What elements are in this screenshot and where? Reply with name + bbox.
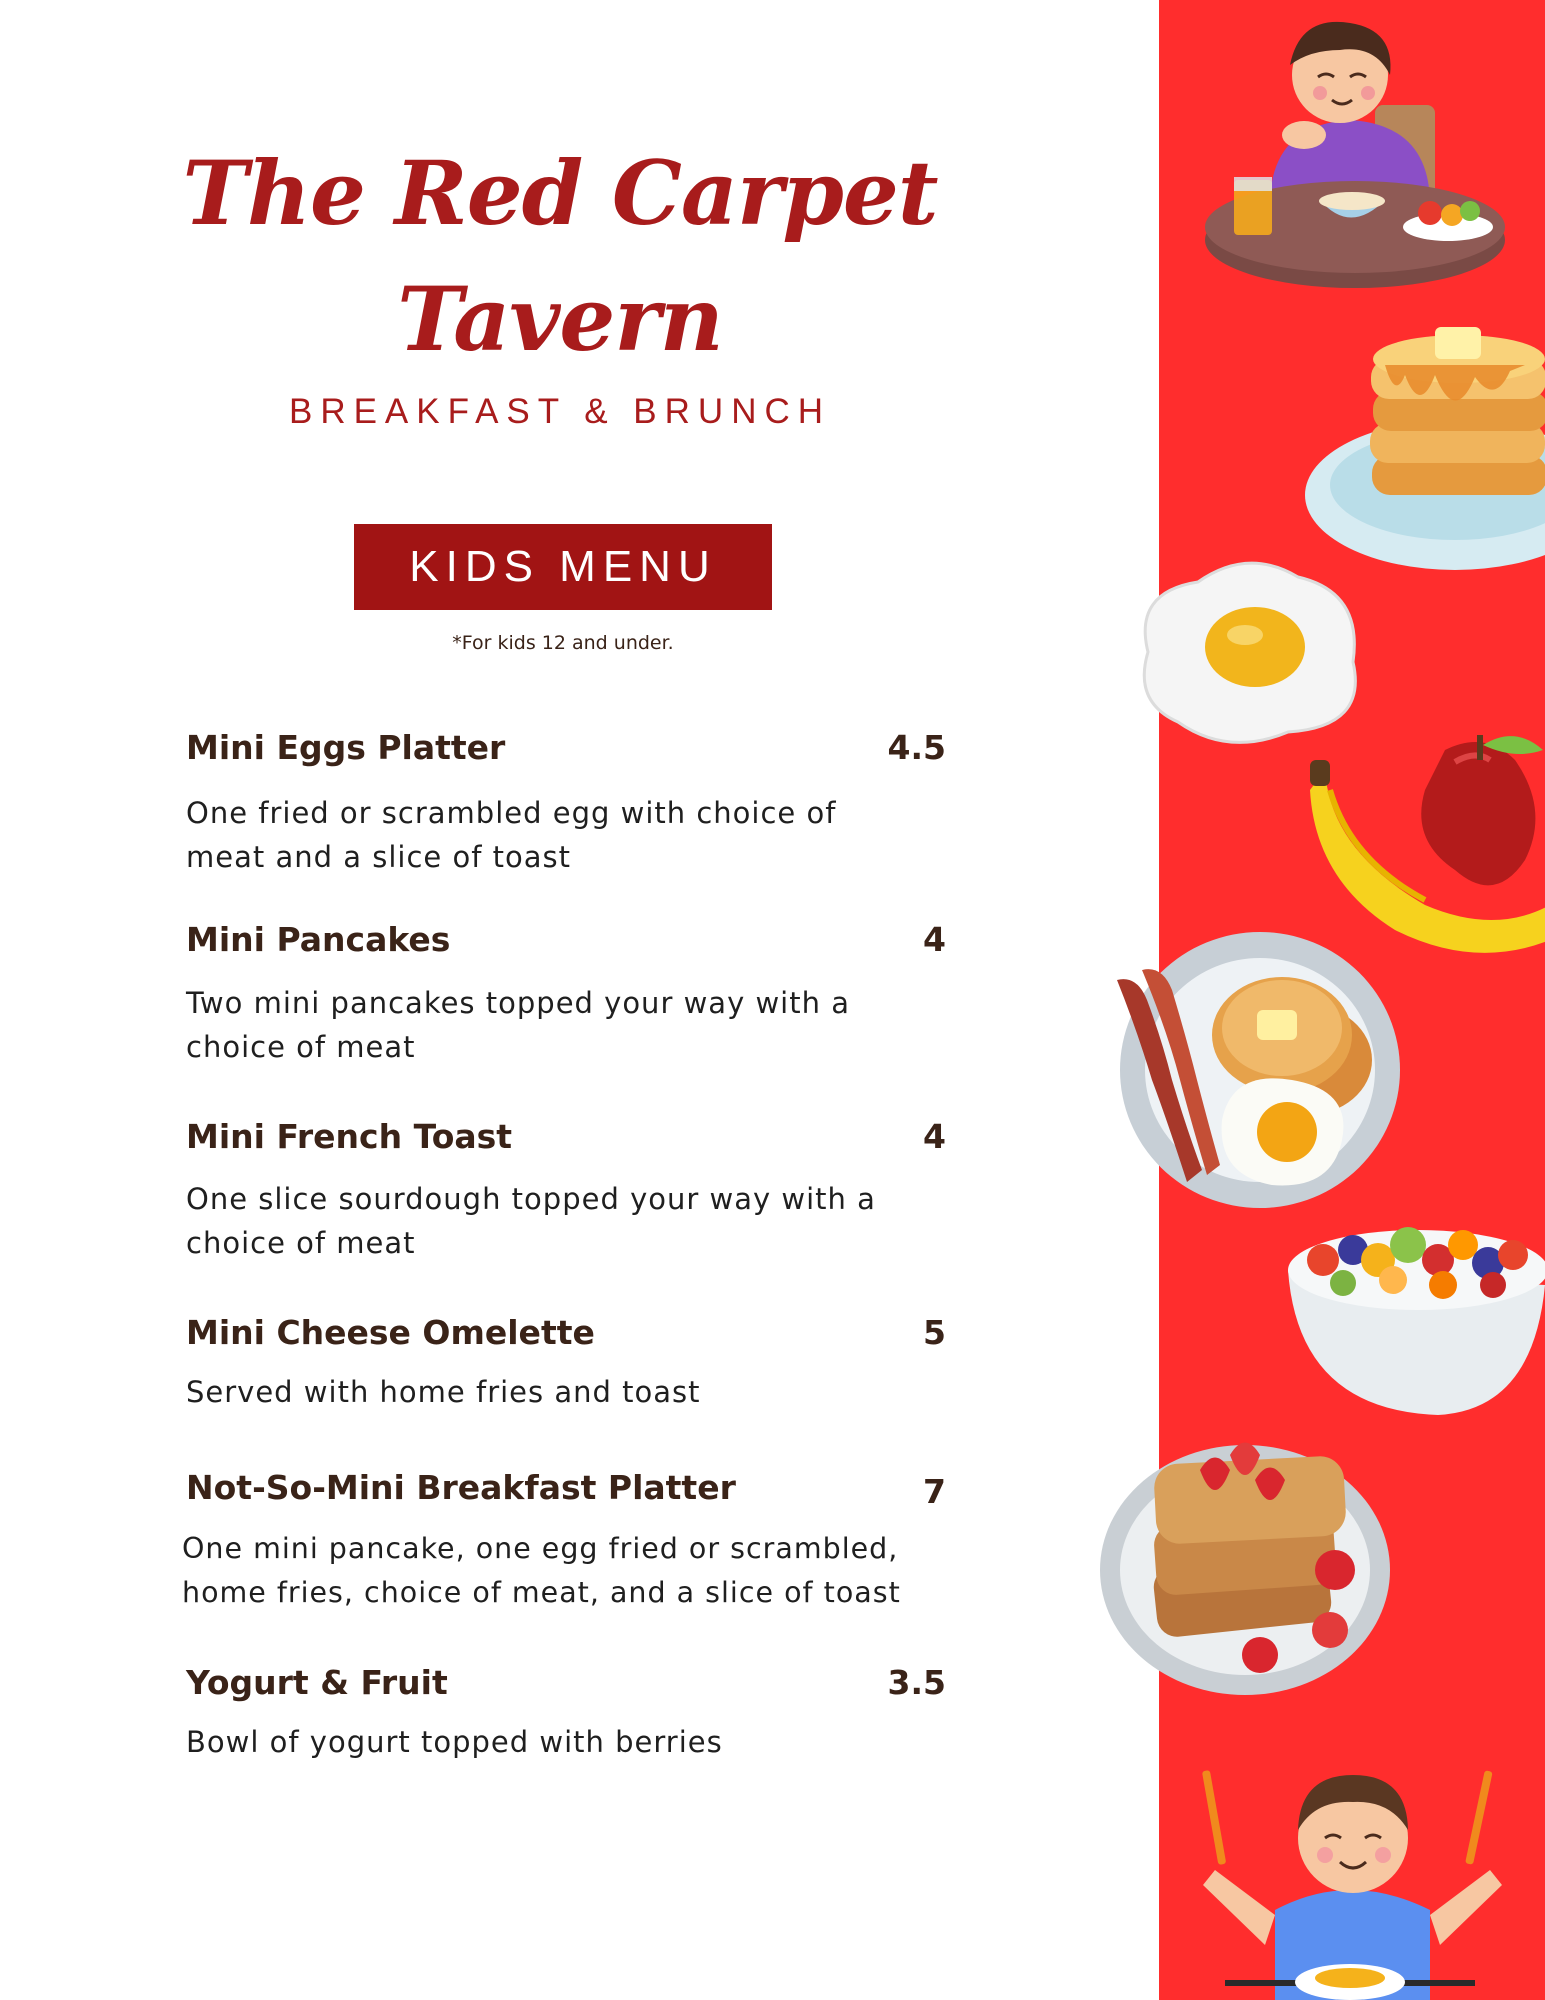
description-line: Served with home fries and toast [186, 1375, 701, 1409]
menu-item-price: 5 [923, 1313, 946, 1352]
menu-item-description [186, 791, 966, 879]
description-line: choice of meat [186, 1226, 416, 1260]
menu-item-description [182, 1527, 982, 1615]
menu-item-name: Mini Cheese Omelette [186, 1313, 595, 1352]
menu-item-description [186, 981, 966, 1069]
description-line: meat and a slice of toast [186, 840, 571, 874]
menu-item-name: Mini Eggs Platter [186, 728, 506, 767]
menu-item-description [186, 1177, 966, 1265]
menu-subtitle: BREAKFAST & BRUNCH [288, 392, 832, 431]
description-line: home fries, choice of meat, and a slice of toast [182, 1576, 901, 1609]
menu-item-price: 4 [923, 920, 946, 959]
description-line: Two mini pancakes topped your way with a [186, 986, 850, 1020]
pancakes-bacon-egg-plate-icon [1092, 920, 1404, 1215]
menu-item-name: Mini French Toast [186, 1117, 513, 1156]
kids-menu-title: KIDS MENU [409, 542, 717, 591]
description-line: Bowl of yogurt topped with berries [186, 1725, 723, 1759]
title-line-2: Tavern [397, 267, 723, 371]
description-line: One mini pancake, one egg fried or scrambled, [182, 1532, 899, 1565]
description-line: One fried or scrambled egg with choice of [186, 796, 837, 830]
menu-item-price: 4 [923, 1117, 946, 1156]
fried-egg-icon [1128, 552, 1368, 752]
menu-item-price: 3.5 [887, 1663, 946, 1702]
french-toast-strawberries-icon [1100, 1410, 1395, 1700]
title-line-1: The Red Carpet [182, 141, 938, 245]
menu-item-name: Yogurt & Fruit [186, 1663, 448, 1702]
fruit-bowl-icon [1283, 1195, 1545, 1420]
menu-item-description [186, 1370, 966, 1414]
happy-child-fork-knife-icon [1185, 1720, 1515, 2000]
menu-item-description [186, 1720, 966, 1764]
description-line: choice of meat [186, 1030, 416, 1064]
description-line: One slice sourdough topped your way with a [186, 1182, 876, 1216]
menu-item-price: 4.5 [887, 728, 946, 767]
child-eating-cereal-icon [1200, 5, 1510, 295]
age-note: *For kids 12 and under. [452, 632, 674, 654]
kids-menu-badge [354, 524, 772, 610]
menu-item-name: Not-So-Mini Breakfast Platter [186, 1468, 736, 1507]
pancake-stack-icon [1305, 305, 1545, 575]
menu-item-price: 7 [923, 1472, 946, 1511]
restaurant-title [180, 130, 940, 382]
menu-item-name: Mini Pancakes [186, 920, 451, 959]
